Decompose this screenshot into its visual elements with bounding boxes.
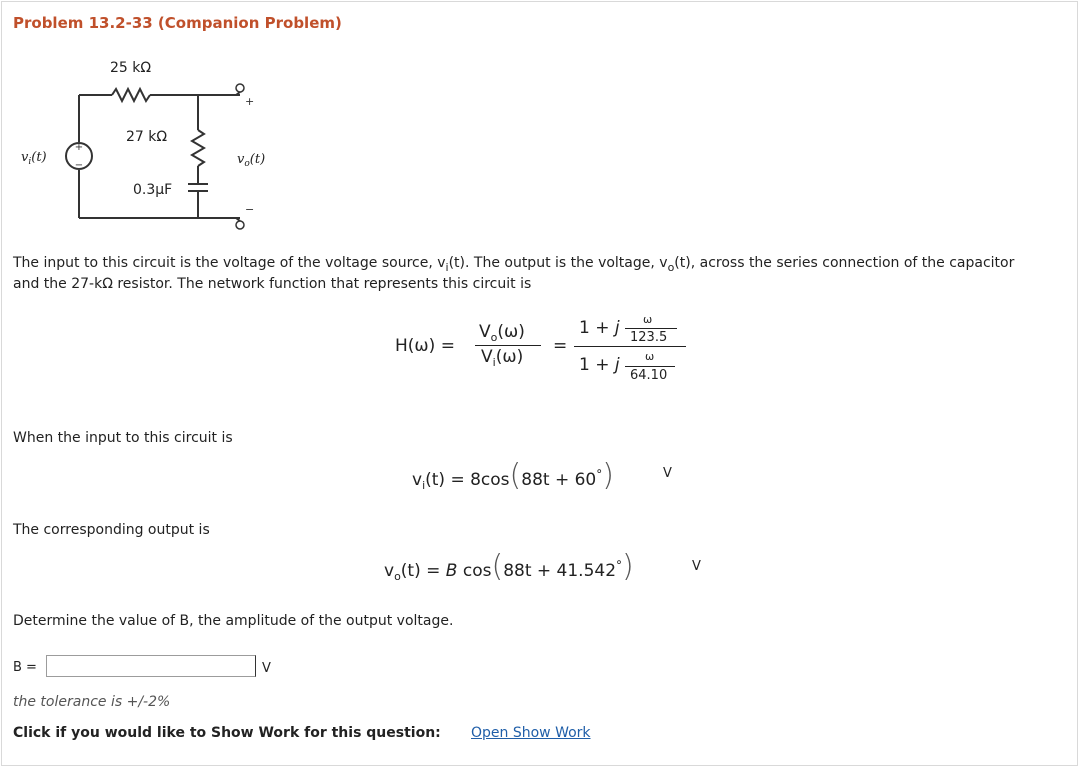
answer-unit: V [262, 661, 271, 676]
problem-title: Problem 13.2-33 (Companion Problem) [13, 14, 342, 32]
nf-num: $V_o(\omega)$ [479, 322, 525, 344]
resistor-27k [192, 130, 204, 166]
resistor-25k [112, 89, 150, 101]
tolerance-text: the tolerance is +/-2% [13, 694, 171, 710]
nf-den: $V_i(\omega)$ [481, 347, 524, 369]
svg-text:+: + [74, 142, 84, 153]
question-text: Determine the value of B, the amplitude of the output voltage. [13, 613, 454, 629]
open-show-work-link[interactable]: Open Show Work [471, 725, 591, 741]
r1-label: 25 kΩ [110, 60, 152, 76]
output-unit: V [692, 559, 701, 574]
svg-text:−: − [74, 160, 84, 171]
nf-lhs: H(ω) = [395, 336, 455, 356]
output-label: $v_o(t)$ [237, 152, 266, 169]
cap-label: 0.3μF [133, 182, 173, 198]
nf-rhs-den-omega: ω [645, 350, 655, 363]
output-equation: $v_o(t) = B$ cos(88t + 41.542°) [384, 549, 634, 584]
intro-paragraph: The input to this circuit is the voltage of the voltage source, $v_i(t)$. The output is the voltage, $v_o(t)$, across the series connection of the capacitor and the 27-kΩ resistor. The network function that represents this circuit is [13, 255, 1015, 292]
output-terminal-bottom [236, 221, 244, 229]
input-equation: $v_i(t) = 8\cos(88t + 60^\circ)$ [412, 458, 614, 493]
r2-label: 27 kΩ [126, 129, 168, 145]
source-label: $v_i(t)$ [21, 150, 47, 167]
output-plus: + [245, 95, 255, 108]
output-label-text: The corresponding output is [13, 522, 210, 538]
output-minus: − [245, 203, 255, 216]
show-work-prompt: Click if you would like to Show Work for this question: [13, 725, 441, 741]
input-unit: V [663, 466, 672, 481]
input-label: When the input to this circuit is [13, 430, 233, 446]
nf-rhs-den-const: 64.10 [630, 368, 668, 383]
nf-eq: = [553, 336, 568, 356]
output-terminal-top [236, 84, 244, 92]
answer-input[interactable] [46, 655, 256, 677]
nf-rhs-num: 1 + j [579, 318, 620, 338]
nf-rhs-num-const: 123.5 [630, 330, 668, 345]
nf-rhs-den: 1 + j [579, 355, 620, 375]
answer-label: B = [13, 660, 37, 675]
nf-rhs-num-omega: ω [643, 313, 653, 326]
